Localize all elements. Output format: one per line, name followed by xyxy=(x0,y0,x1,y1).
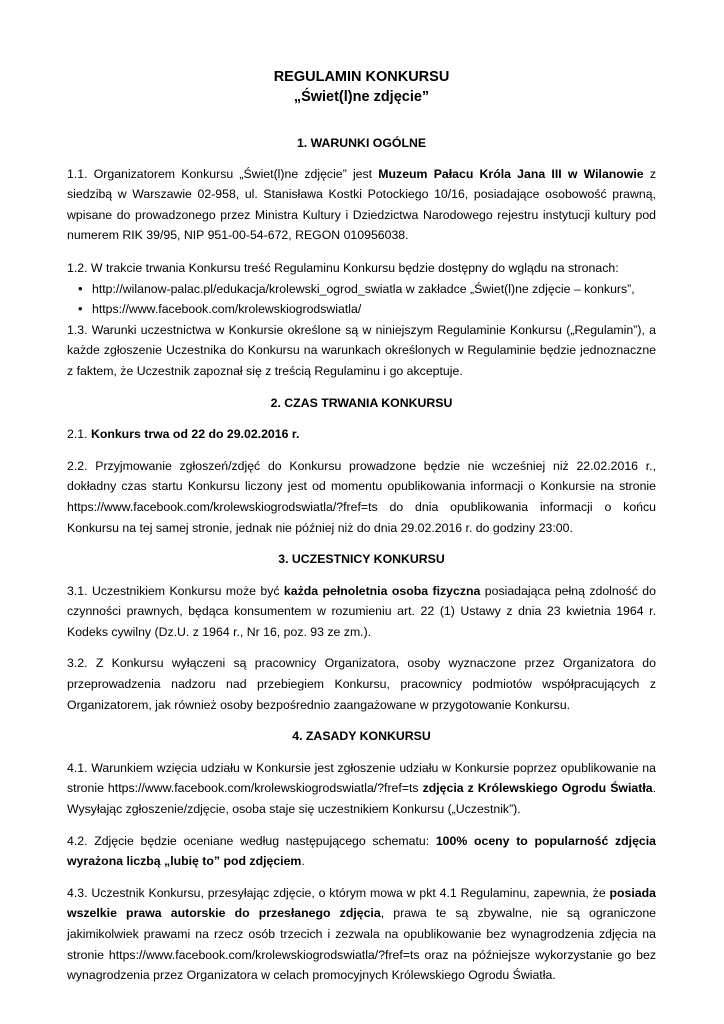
organizer-name: Muzeum Pałacu Króla Jana III w Wilanowie xyxy=(378,166,644,181)
paragraph-1-1: 1.1. Organizatorem Konkursu „Świet(l)ne zdjęcie” jest Muzeum Pałacu Króla Jana III w Wilanowie z siedzibą w Warszawie 02-958, ul. Stanisława Kostki Potockiego 10/16, posiadające osobowość prawną, wpisane do prowadzonego przez Ministra Kultury i Dziedzictwa Narodowego rejestru instytucji kultury pod numerem RIK 39/95, NIP 951-00-54-672, REGON 010956038. xyxy=(67,166,657,243)
section-heading-1: 1. WARUNKI OGÓLNE xyxy=(296,136,427,150)
eligibility-emphasis: każda pełnoletnia osoba fizyczna xyxy=(283,583,481,598)
section-heading-3: 3. UCZESTNICY KONKURSU xyxy=(278,552,445,567)
photo-subject-emphasis: zdjęcia z Królewskiego Ogrodu Światła xyxy=(422,781,653,796)
section-heading-2: 2. CZAS TRWANIA KONKURSU xyxy=(270,395,453,410)
document-subtitle: „Świet(l)ne zdjęcie” xyxy=(293,88,430,105)
list-item: • http://wilanow-palac.pl/edukacja/krolewski_ogrod_swiatla w zakładce „Świet(l)ne zdjęcie – konkurs”, xyxy=(92,279,656,300)
paragraph-4-3: 4.3. Uczestnik Konkursu, przesyłając zdjęcie, o którym mowa w pkt 4.1 Regulaminu, zapewnia, że posiada wszelkie prawa autorskie do przesłanego zdjęcia, prawa te są zbywalne, nie są ograniczone jakimikolwiek prawami na rzecz osób trzecich i zezwala na opublikowanie bez wynagrodzenia zdjęcia na stronie https://www.facebook.com/krolewskiogrodswiatla/?fref=ts oraz na późniejsze wykorzystanie go bez wynagrodzenia przez Organizatora w celach promocyjnych Królewskiego Ogrodu Światła. xyxy=(67,885,656,983)
paragraph-4-1: 4.1. Warunkiem wzięcia udziału w Konkursie jest zgłoszenie udziału w Konkursie poprzez opublikowanie na stronie https://www.facebook.com/krolewskiogrodswiatla/?fref=ts zdjęcia z Królewskiego Ogrodu Światła. Wysyłając zgłoszenie/zdjęcie, osoba staje się uczestnikiem Konkursu („Uczestnik”). xyxy=(67,760,656,817)
paragraph-1-2: 1.2. W trakcie trwania Konkursu treść Regulaminu Konkursu będzie dostępny do wglądu na stronach: xyxy=(67,260,619,275)
section-heading-4: 4. ZASADY KONKURSU xyxy=(292,729,431,744)
rules-links-list xyxy=(67,279,656,320)
paragraph-4-2: 4.2. Zdjęcie będzie oceniane według następującego schematu: 100% oceny to popularność zdjęcia wyrażona liczbą „lubię to” pod zdjęciem. xyxy=(67,833,657,869)
paragraph-3-1: 3.1. Uczestnikiem Konkursu może być każda pełnoletnia osoba fizyczna posiadająca pełną zdolność do czynności prawnych, będąca konsumentem w rozumieniu art. 22 (1) Ustawy z dnia 23 kwietnia 1964 r. Kodeks cywilny (Dz.U. z 1964 r., Nr 16, poz. 93 ze zm.). xyxy=(67,583,656,639)
document-page xyxy=(67,68,656,986)
paragraph-2-2: 2.2. Przyjmowanie zgłoszeń/zdjęć do Konkursu prowadzone będzie nie wcześniej niż 22.02.2016 r., dokładny czas startu Konkursu liczony jest od momentu opublikowania informacji o Konkursie na stronie https://www.facebook.com/krolewskiogrodswiatla/?fref=ts do dnia opublikowania informacji o końcu Konkursu na tej samej stronie, jednak nie później niż do dnia 29.02.2016 r. do godziny 23:00. xyxy=(67,458,656,535)
list-item: • https://www.facebook.com/krolewskiogrodswiatla/ xyxy=(92,299,656,320)
paragraph-3-2: 3.2. Z Konkursu wyłączeni są pracownicy Organizatora, osoby wyznaczone przez Organizatora do przeprowadzenia nadzoru nad przebiegiem Konkursu, pracownicy podmiotów współpracujących z Organizatorem, jak również osoby bezpośrednio zaangażowane w przygotowanie Konkursu. xyxy=(67,656,656,712)
contest-dates: Konkurs trwa od 22 do 29.02.2016 r. xyxy=(90,427,300,442)
document-title: REGULAMIN KONKURSU xyxy=(273,69,450,85)
paragraph-1-3: 1.3. Warunki uczestnictwa w Konkursie określone są w niniejszym Regulaminie Konkursu („Regulamin”), a każde zgłoszenie Uczestnika do Konkursu na warunkach określonych w Regulaminie będzie jednoznaczne z faktem, że Uczestnik zapoznał się z treścią Regulaminu i go akceptuje. xyxy=(67,322,656,378)
copyright-emphasis: posiada wszelkie prawa autorskie do przesłanego zdjęcia xyxy=(67,885,656,921)
scoring-emphasis: 100% oceny to popularność zdjęcia wyrażona liczbą „lubię to” pod zdjęciem xyxy=(67,833,657,869)
paragraph-2-1: 2.1. Konkurs trwa od 22 do 29.02.2016 r. xyxy=(67,427,300,442)
